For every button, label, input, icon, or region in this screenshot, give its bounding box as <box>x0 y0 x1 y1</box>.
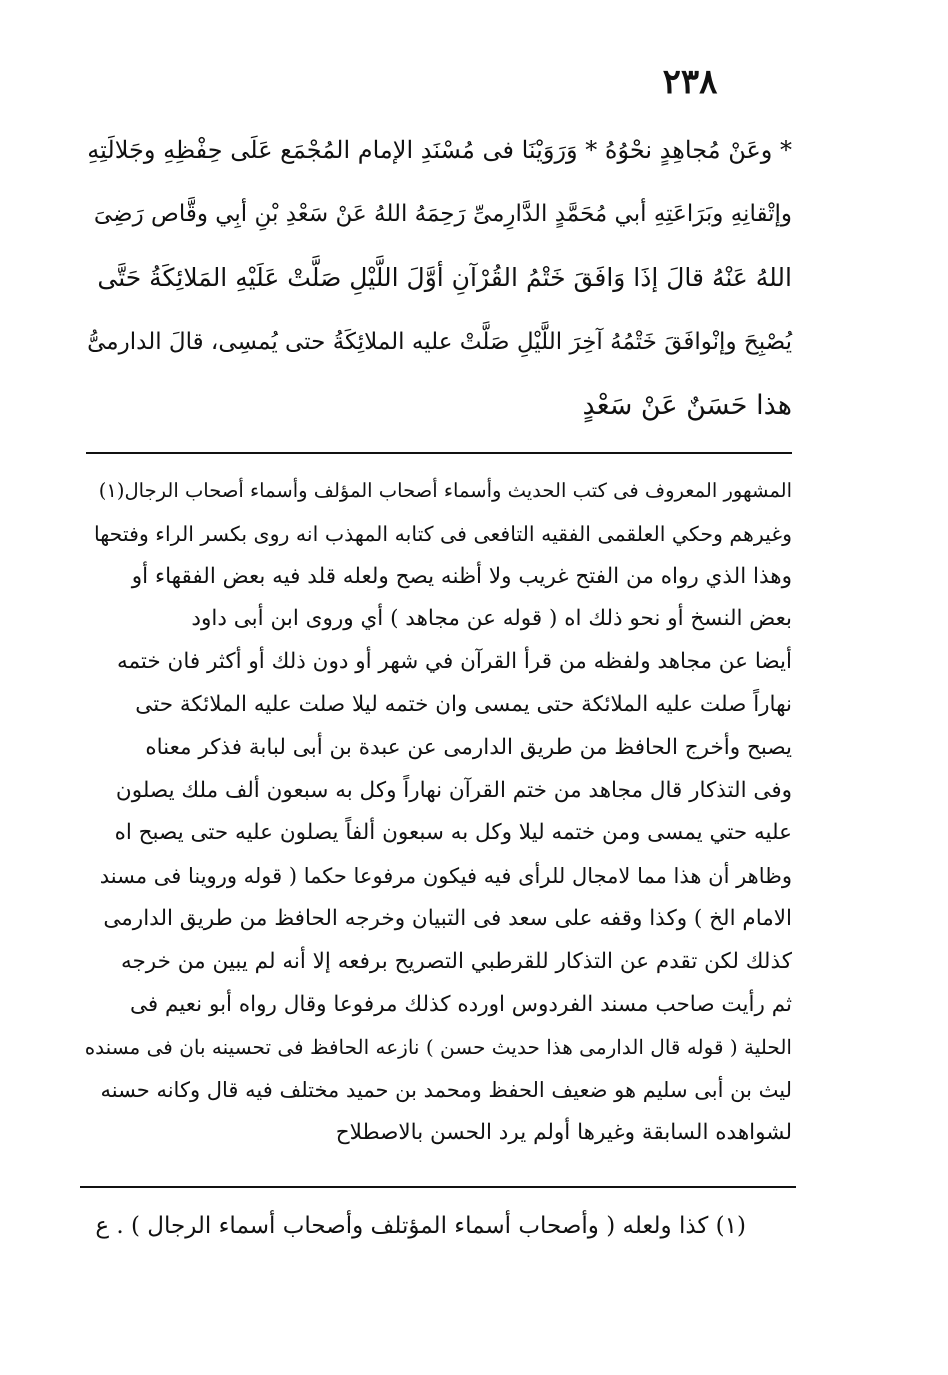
page-number: ٢٣٨ <box>662 62 718 102</box>
main-text-line: هذا حَسَنٌ عَنْ سَعْدٍ <box>582 390 792 421</box>
commentary-line: يصبح وأخرج الحافظ من طريق الدارمى عن عبدة بن أبى لبابة فذكر معناه <box>145 734 792 760</box>
commentary-line: عليه حتي يمسى ومن ختمه ليلا وكل به سبعون ألفاً يصلون عليه حتى يصبح اه <box>114 820 792 846</box>
commentary-line: المشهور المعروف فى كتب الحديث وأسماء أصحاب المؤلف وأسماء أصحاب الرجال(١) <box>98 479 792 502</box>
commentary-line: ليث بن أبى سليم هو ضعيف الحفظ ومحمد بن حميد مختلف فيه قال وكانه حسنه <box>100 1078 792 1103</box>
footnote: (١) كذا ولعله ( وأصحاب أسماء المؤتلف وأصحاب أسماء الرجال ) . ع <box>95 1213 746 1239</box>
commentary-line: وهذا الذي رواه من الفتح غريب ولا أظنه يصح ولعله قلد فيه بعض الفقهاء أو <box>131 563 792 589</box>
footnote-separator-rule <box>80 1186 796 1188</box>
commentary-line: وفى التذكار قال مجاهد من ختم القرآن نهاراً وكل به سبعون ألف ملك يصلون <box>115 777 792 803</box>
main-text <box>86 118 792 438</box>
commentary-line: وغيرهم وحكي العلقمى الفقيه التافعى فى كتابه المهذب انه روى بكسر الراء وفتحها <box>93 521 792 546</box>
commentary-text <box>86 470 792 1155</box>
commentary-line: لشواهده السابقة وغيرها أولم يرد الحسن بالاصطلاح <box>335 1119 792 1145</box>
commentary-line: ثم رأيت صاحب مسند الفردوس اورده كذلك مرفوعا وقال رواه أبو نعيم فى <box>129 991 792 1017</box>
commentary-line: وظاهر أن هذا مما لامجال للرأى فيه فيكون مرفوعا حكما ( قوله وروينا فى مسند <box>99 864 792 889</box>
commentary-line: أيضا عن مجاهد ولفظه من قرأ القرآن في شهر أو دون ذلك أو أكثر فان ختمه <box>116 649 792 675</box>
commentary-line: كذلك لكن تقدم عن التذكار للقرطبي التصريح برفعه إلا أنه لم يبين من خرجه <box>120 948 792 974</box>
main-text-line: يُصْبِحَ وإنْوافَقَ خَتْمُهُ آخِرَ اللَّيْلِ صَلَّتْ عليه الملائِكَةُ حتى يُمسِى، قالَ الدارمىُّ <box>87 329 792 355</box>
main-text-line: اللهُ عَنْهُ قالَ إذَا وَافَقَ خَتْمُ القُرْآنِ أوَّلَ اللَّيْلِ صَلَّتْ عَلَيْهِ المَلائِكَةُ حَتَّى <box>97 263 792 292</box>
commentary-line: الامام الخ ) وكذا وقفه على سعد فى التبيان وخرجه الحافظ من طريق الدارمى <box>103 905 792 931</box>
commentary-line: بعض النسخ أو نحو ذلك اه ( قوله عن مجاهد ) أي وروى ابن أبى داود <box>191 606 792 632</box>
separator-rule <box>86 452 792 454</box>
main-text-line: * وعَنْ مُجاهِدٍ نحْوُهُ * وَرَوَيْنَا فى مُسْنَدِ الإمام المُجْمَع عَلَى حِفْظِهِ وجَلالَتِهِ <box>87 136 792 164</box>
commentary-line: الحلية ( قوله قال الدارمى هذا حديث حسن ) نازعه الحافظ فى تحسينه بان فى مسنده <box>84 1035 792 1060</box>
main-text-line: وإتْقانِهِ وبَرَاعَتِهِ أبي مُحَمَّدٍ الدَّارِمىِّ رَحِمَهُ اللهُ عَنْ سَعْدِ بْنِ أبِي وقَّاص رَضِىَ <box>93 201 792 227</box>
commentary-line: نهاراً صلت عليه الملائكة حتى يمسى وان ختمه ليلا صلت عليه الملائكة حتى <box>135 691 792 717</box>
